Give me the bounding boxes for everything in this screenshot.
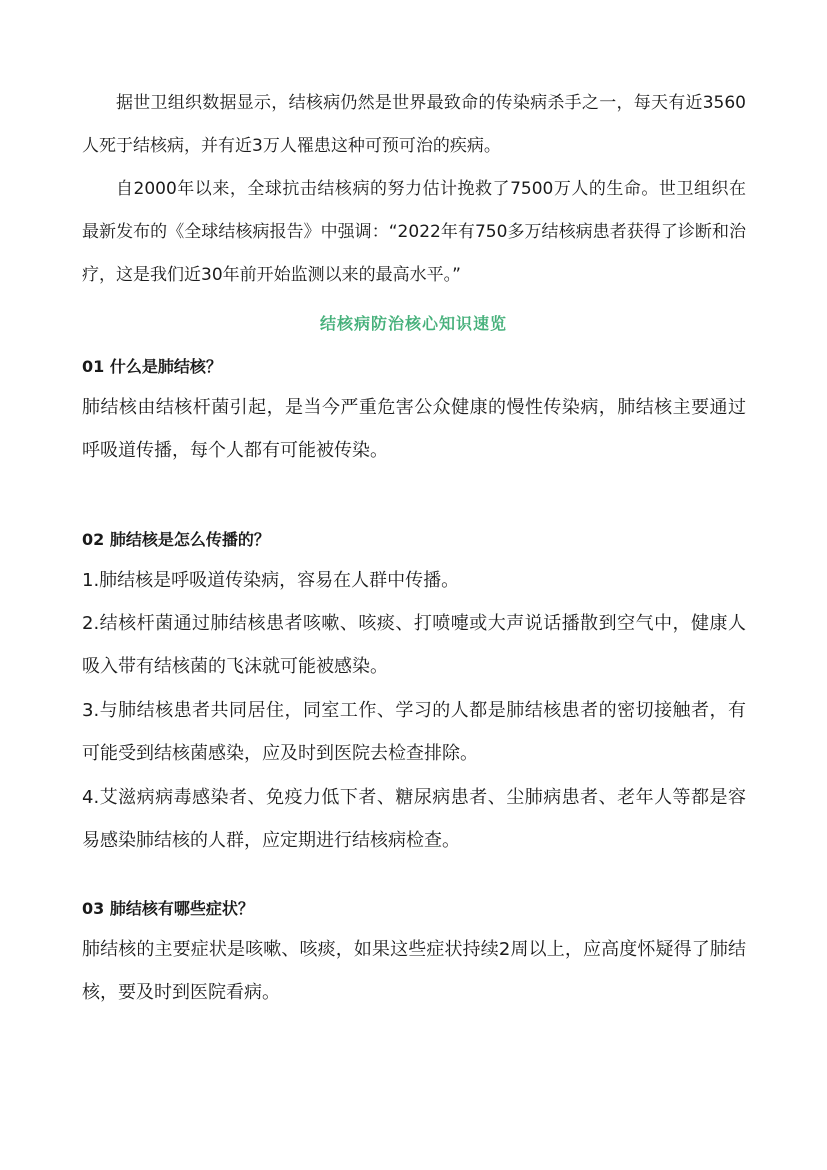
question-heading-02: 02 肺结核是怎么传播的？ — [82, 530, 270, 549]
list-item: 3.与肺结核患者共同居住，同室工作、学习的人都是肺结核患者的密切接触者，有可能受到结核菌感染，应及时到医院去检查排除。 — [82, 700, 746, 764]
list-item: 2.结核杆菌通过肺结核患者咳嗽、咳痰、打喷嚏或大声说话播散到空气中，健康人吸入带有结核菌的飞沫就可能被感染。 — [82, 613, 746, 677]
answer-paragraph: 肺结核由结核杆菌引起，是当今严重危害公众健康的慢性传染病，肺结核主要通过呼吸道传播，每个人都有可能被传染。 — [82, 397, 746, 461]
intro-paragraph-1: 据世卫组织数据显示，结核病仍然是世界最致命的传染病杀手之一，每天有近3560人死于结核病，并有近3万人罹患这种可预可治的疾病。 — [82, 93, 746, 156]
question-heading-03: 03 肺结核有哪些症状？ — [82, 899, 254, 918]
list-item: 1.肺结核是呼吸道传染病，容易在人群中传播。 — [82, 570, 460, 591]
answer-paragraph: 肺结核的主要症状是咳嗽、咳痰，如果这些症状持续2周以上，应高度怀疑得了肺结核，要及时到医院看病。 — [82, 939, 746, 1003]
section-title: 结核病防治核心知识速览 — [319, 314, 507, 333]
intro-paragraph-2: 自2000年以来，全球抗击结核病的努力估计挽救了7500万人的生命。世卫组织在最新发布的《全球结核病报告》中强调：“2022年有750多万结核病患者获得了诊断和治疗，这是我们近30年前开始监测以来的最高水平。” — [82, 179, 746, 285]
question-heading-01: 01 什么是肺结核？ — [82, 357, 222, 376]
list-item: 4.艾滋病病毒感染者、免疫力低下者、糖尿病患者、尘肺病患者、老年人等都是容易感染肺结核的人群，应定期进行结核病检查。 — [82, 787, 746, 851]
